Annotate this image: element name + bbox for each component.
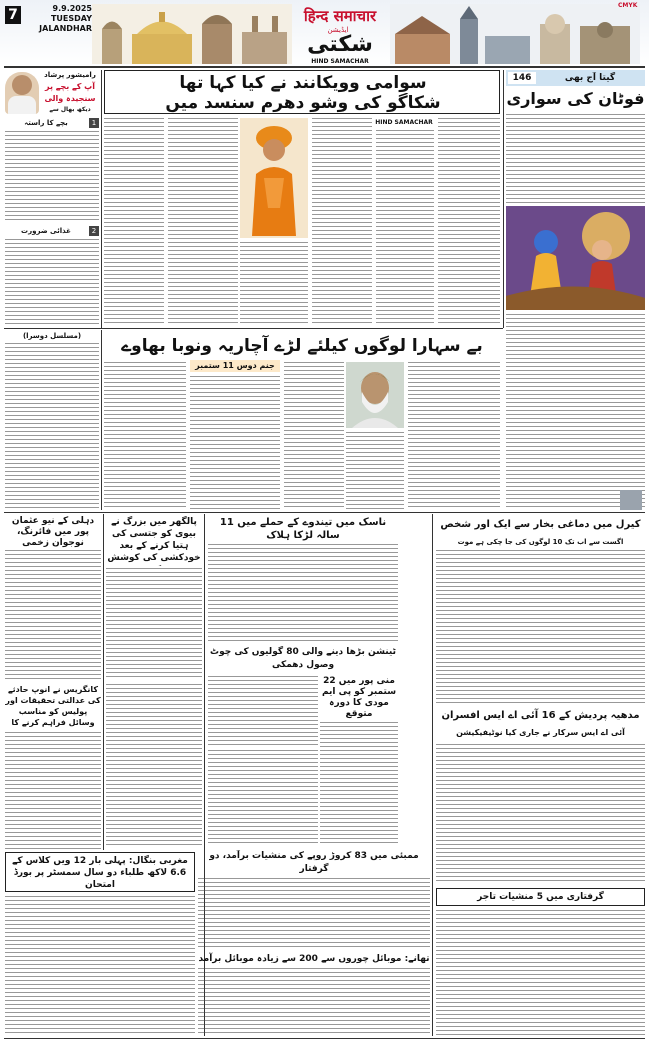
news-extra-body bbox=[106, 684, 202, 848]
news-tennis-headline: ٹینشن بڑھا دینے والی 80 گولیوں کی چوٹ وصول دھمکی bbox=[210, 647, 396, 670]
news-cng-headline: گرفتاری میں 5 منشیات تاجر bbox=[436, 888, 645, 906]
gita-series-label: گیتا آج بھی bbox=[564, 73, 616, 83]
avatar bbox=[5, 72, 39, 114]
news-kerala-headline: کیرل میں دماغی بخار سے ایک اور شخص bbox=[440, 519, 641, 530]
news-drugs-body bbox=[198, 878, 430, 950]
section-marker-2: 2 bbox=[89, 226, 99, 236]
gita-body-top bbox=[506, 114, 645, 204]
vinoba-body-col-1 bbox=[104, 362, 186, 510]
gita-body-bottom bbox=[506, 314, 645, 508]
left-profile bbox=[5, 70, 99, 118]
profile-caption-3: دیکھ بھال سے bbox=[49, 106, 91, 113]
news-bengal-headline: مغربی بنگال: پہلی بار 12 ویں کلاس کے 6.6 لاکھ طلباء دو سال سمسٹر پر بورڈ امتحان bbox=[5, 852, 195, 892]
vinoba-portrait bbox=[346, 362, 404, 428]
news-thane-body bbox=[198, 968, 430, 1036]
main-body-col-5 bbox=[376, 130, 434, 326]
news-mp-headline: مدھیہ پردیش کے 16 آئی اے ایس افسران bbox=[441, 710, 640, 721]
news-nashik-body bbox=[208, 544, 398, 642]
title-urdu: شکتی bbox=[307, 32, 373, 57]
news-drugs-headline: ممبئی میں 83 کروڑ روپے کی منشیات برآمد، دو گرفتار bbox=[209, 851, 419, 874]
date-block bbox=[22, 4, 92, 44]
gita-headline: فوٹان کی سواری bbox=[506, 89, 645, 108]
profile-caption-1: آپ کے بچے پر bbox=[45, 82, 95, 91]
masthead bbox=[0, 0, 649, 66]
skyline-illustration-right bbox=[390, 4, 640, 64]
gita-series-number: 146 bbox=[508, 72, 536, 84]
news-cng-body bbox=[436, 910, 645, 1036]
news-delhi-headline: دہلی کے نیو عثمان پور میں فائرنگ، نوجوان زخمی bbox=[11, 516, 95, 548]
main-body-col-2 bbox=[168, 118, 238, 326]
vinoba-body-col-4 bbox=[346, 432, 404, 510]
col-divider-6 bbox=[432, 514, 433, 1036]
left-body-2 bbox=[5, 239, 99, 327]
section-divider-1 bbox=[4, 328, 503, 329]
main-headline-line-2: شکاگو کی وشو دھرم سنسد میں bbox=[165, 93, 441, 113]
krishna-arjuna-illustration bbox=[506, 206, 645, 310]
news-mp-body bbox=[436, 744, 645, 884]
main-body-col-4 bbox=[312, 118, 372, 326]
left-column-upper bbox=[5, 118, 99, 328]
date: 9.9.2025 bbox=[52, 4, 92, 13]
page-number: 7 bbox=[5, 6, 21, 24]
col-divider-1 bbox=[101, 70, 102, 328]
vivekananda-portrait bbox=[240, 118, 308, 238]
vinoba-body-col-5 bbox=[408, 362, 500, 510]
edition-label: ایڈیشن bbox=[327, 26, 349, 34]
news-delhi-body bbox=[5, 550, 101, 680]
brand-en: HIND SAMACHAR bbox=[311, 58, 369, 65]
news-modi-headline: منی پور میں 22 ستمبر کو پی ایم مودی کا دورہ متوقع bbox=[321, 676, 397, 719]
news-mp-subhead: آئی اے ایس سرکار نے جاری کیا نوٹیفیکیشن bbox=[456, 728, 625, 737]
section-marker-1: 1 bbox=[89, 118, 99, 128]
vinoba-body-col-3 bbox=[284, 362, 344, 510]
city: JALANDHAR bbox=[39, 24, 92, 33]
news-palghar-body bbox=[106, 568, 202, 680]
left-column-lower bbox=[5, 331, 99, 511]
main-body-col-3 bbox=[240, 242, 308, 326]
main-headline-line-1: سوامی وویکانند نے کیا کہا تھا bbox=[179, 73, 427, 93]
left-lower-body bbox=[5, 343, 99, 509]
day: TUESDAY bbox=[50, 14, 92, 23]
left-lower-heading: (مسلسل دوسرا) bbox=[22, 332, 82, 340]
news-palghar-headline: پالگھر میں بزرگ نے بیوی کو جتسی کی ہتیا کرنے کے بعد خودکشی کی کوشش bbox=[107, 517, 201, 563]
vinoba-headline: بے سہارا لوگوں کیلئے لڑے آچاریہ ونوبا بھاوے bbox=[121, 336, 483, 356]
col-divider-2 bbox=[503, 70, 504, 328]
news-tennis-body bbox=[208, 676, 318, 746]
cmyk-mark: CMYK bbox=[618, 2, 638, 9]
vinoba-subhead: جنم دوس 11 ستمبر bbox=[190, 360, 280, 372]
gita-author-photo bbox=[620, 490, 642, 510]
masthead-divider bbox=[4, 66, 645, 68]
vinoba-body-col-2 bbox=[190, 376, 280, 510]
logo-hindi: हिन्द समाचार bbox=[303, 7, 377, 25]
news-congress-body bbox=[5, 732, 101, 850]
skyline-illustration-left bbox=[92, 4, 292, 64]
news-kerala-subhead: اگست سے اب تک 10 لوگوں کی جا چکی ہے موت bbox=[457, 538, 624, 546]
news-lower-mid-body bbox=[208, 750, 318, 846]
main-headline-box bbox=[104, 70, 500, 114]
main-byline: HIND SAMACHAR bbox=[375, 119, 433, 126]
main-body-col-1 bbox=[104, 118, 164, 326]
left-heading-2: غذائی ضرورت bbox=[21, 227, 71, 235]
gita-series-bar bbox=[506, 70, 645, 86]
col-divider-3 bbox=[101, 330, 102, 510]
main-body-col-6 bbox=[438, 118, 500, 326]
section-divider-2 bbox=[4, 512, 645, 513]
news-congress-headline: کانگریس نے انوپ حادثے کی عدالتی تحقیقات اور پولیس کو مناسب وسائل فراہم کرنے کا bbox=[5, 685, 101, 727]
profile-caption-2: سنجیدہ والی bbox=[44, 94, 96, 103]
profile-name: رامیشور پرشاد bbox=[44, 71, 96, 79]
news-bengal-body bbox=[5, 896, 195, 1036]
news-nashik-headline: ناسک میں تیندوے کے حملے میں 11 سالہ لڑکا ہلاک bbox=[219, 517, 387, 541]
news-modi-body bbox=[320, 722, 398, 846]
news-kerala-body bbox=[436, 550, 645, 704]
page-bottom-rule bbox=[4, 1038, 645, 1039]
left-heading-1: بچے کا راستہ bbox=[24, 119, 68, 127]
left-body-1 bbox=[5, 131, 99, 223]
news-thane-headline: تھانے: موبائل چوروں سے 200 سے زیادہ موبائل برآمد bbox=[198, 954, 430, 964]
col-divider-4 bbox=[103, 514, 104, 850]
